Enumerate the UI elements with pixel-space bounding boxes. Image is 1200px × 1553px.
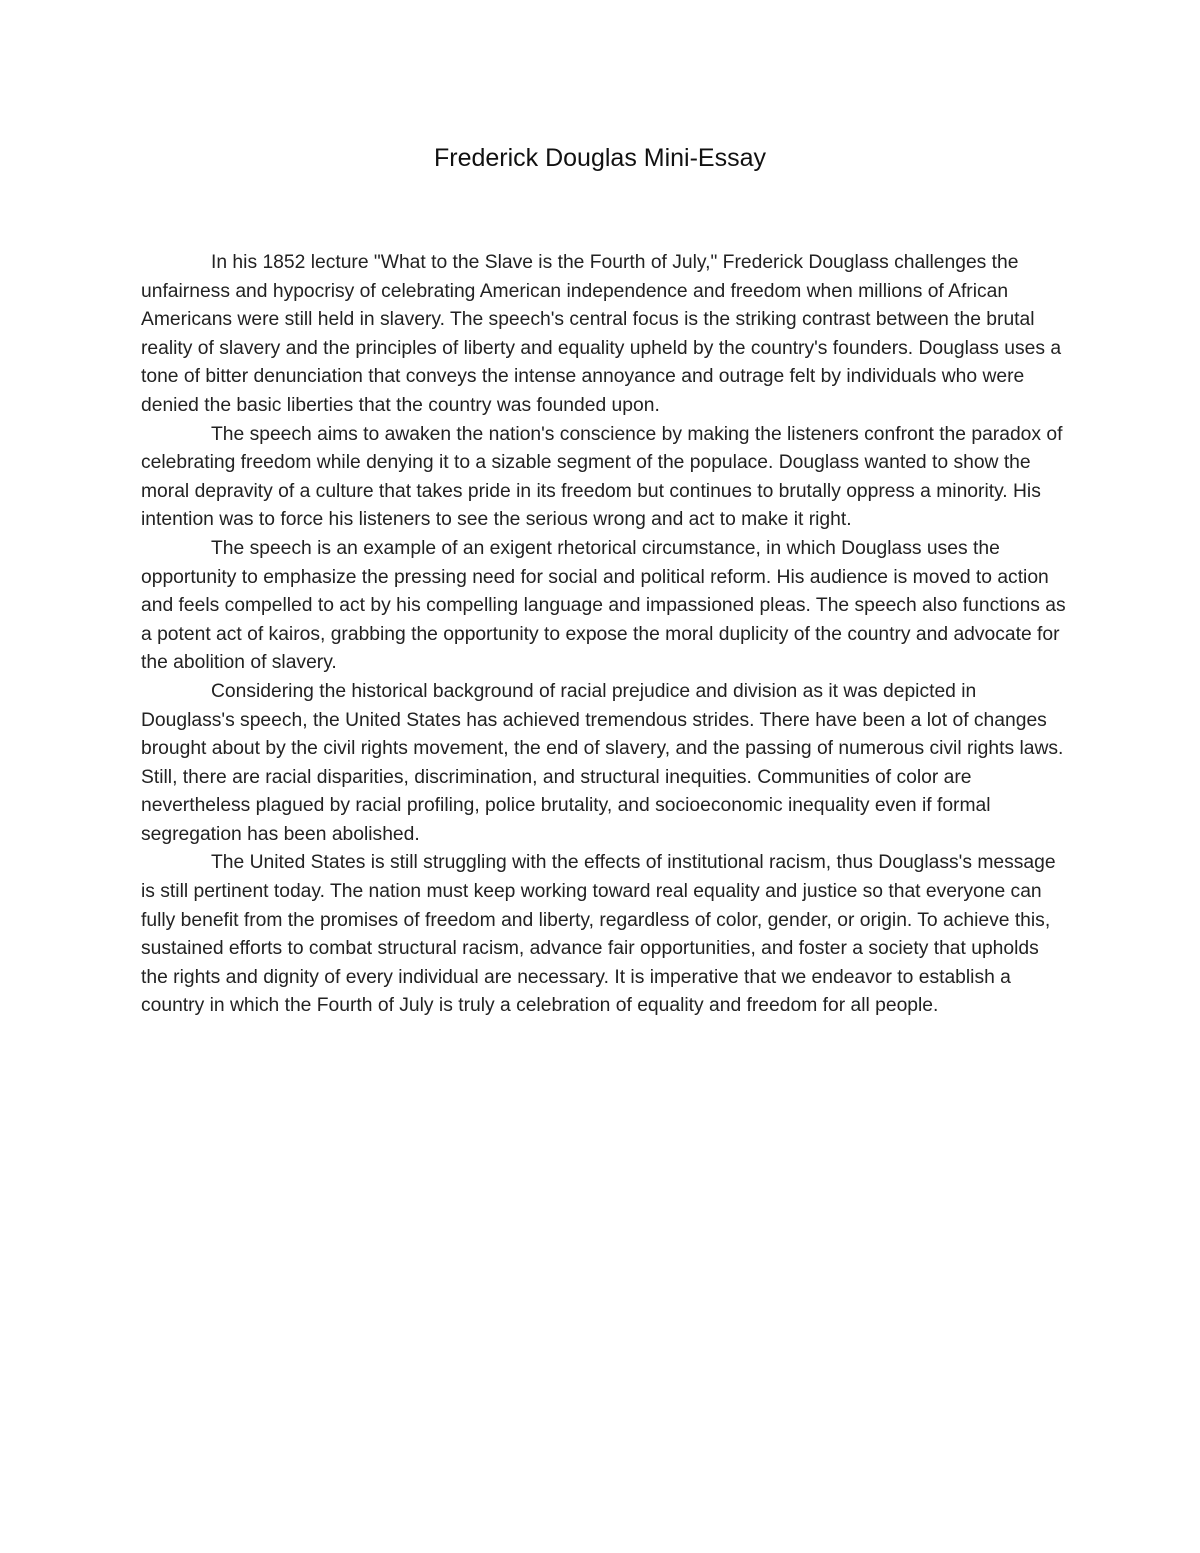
- paragraph-5: The United States is still struggling with the effects of institutional racism, thus Douglass's message is still pertinent today. The nation must keep working toward real equality and justice so that everyone can fully benefit from the promises of freedom and liberty, regardless of color, gender, or origin. To achieve this, sustained efforts to combat structural racism, advance fair opportunities, and foster a society that upholds the rights and dignity of every individual are necessary. It is imperative that we endeavor to establish a country in which the Fourth of July is truly a celebration of equality and freedom for all people.: [141, 852, 1056, 1017]
- essay-body: [141, 249, 1069, 1021]
- paragraph-1: In his 1852 lecture "What to the Slave is the Fourth of July," Frederick Douglass challenges the unfairness and hypocrisy of celebrating American independence and freedom when millions of African Americans were still held in slavery. The speech's central focus is the striking contrast between the brutal reality of slavery and the principles of liberty and equality upheld by the country's founders. Douglass uses a tone of bitter denunciation that conveys the intense annoyance and outrage felt by individuals who were denied the basic liberties that the country was founded upon.: [141, 252, 1062, 416]
- paragraph-4: Considering the historical background of racial prejudice and division as it was depicted in Douglass's speech, the United States has achieved tremendous strides. There have been a lot of changes brought about by the civil rights movement, the end of slavery, and the passing of numerous civil rights laws. Still, there are racial disparities, discrimination, and structural inequities. Communities of color are nevertheless plagued by racial profiling, police brutality, and socioeconomic inequality even if formal segregation has been abolished.: [141, 680, 1064, 845]
- paragraph-2: The speech aims to awaken the nation's conscience by making the listeners confront the paradox of celebrating freedom while denying it to a sizable segment of the populace. Douglass wanted to show the moral depravity of a culture that takes pride in its freedom but continues to brutally oppress a minority. His intention was to force his listeners to see the serious wrong and act to make it right.: [141, 423, 1063, 531]
- paragraph-3: The speech is an example of an exigent rhetorical circumstance, in which Douglass uses the opportunity to emphasize the pressing need for social and political reform. His audience is moved to action and feels compelled to act by his compelling language and impassioned pleas. The speech also functions as a potent act of kairos, grabbing the opportunity to expose the moral duplicity of the country and advocate for the abolition of slavery.: [141, 537, 1066, 674]
- document-title: Frederick Douglas Mini-Essay: [433, 144, 767, 172]
